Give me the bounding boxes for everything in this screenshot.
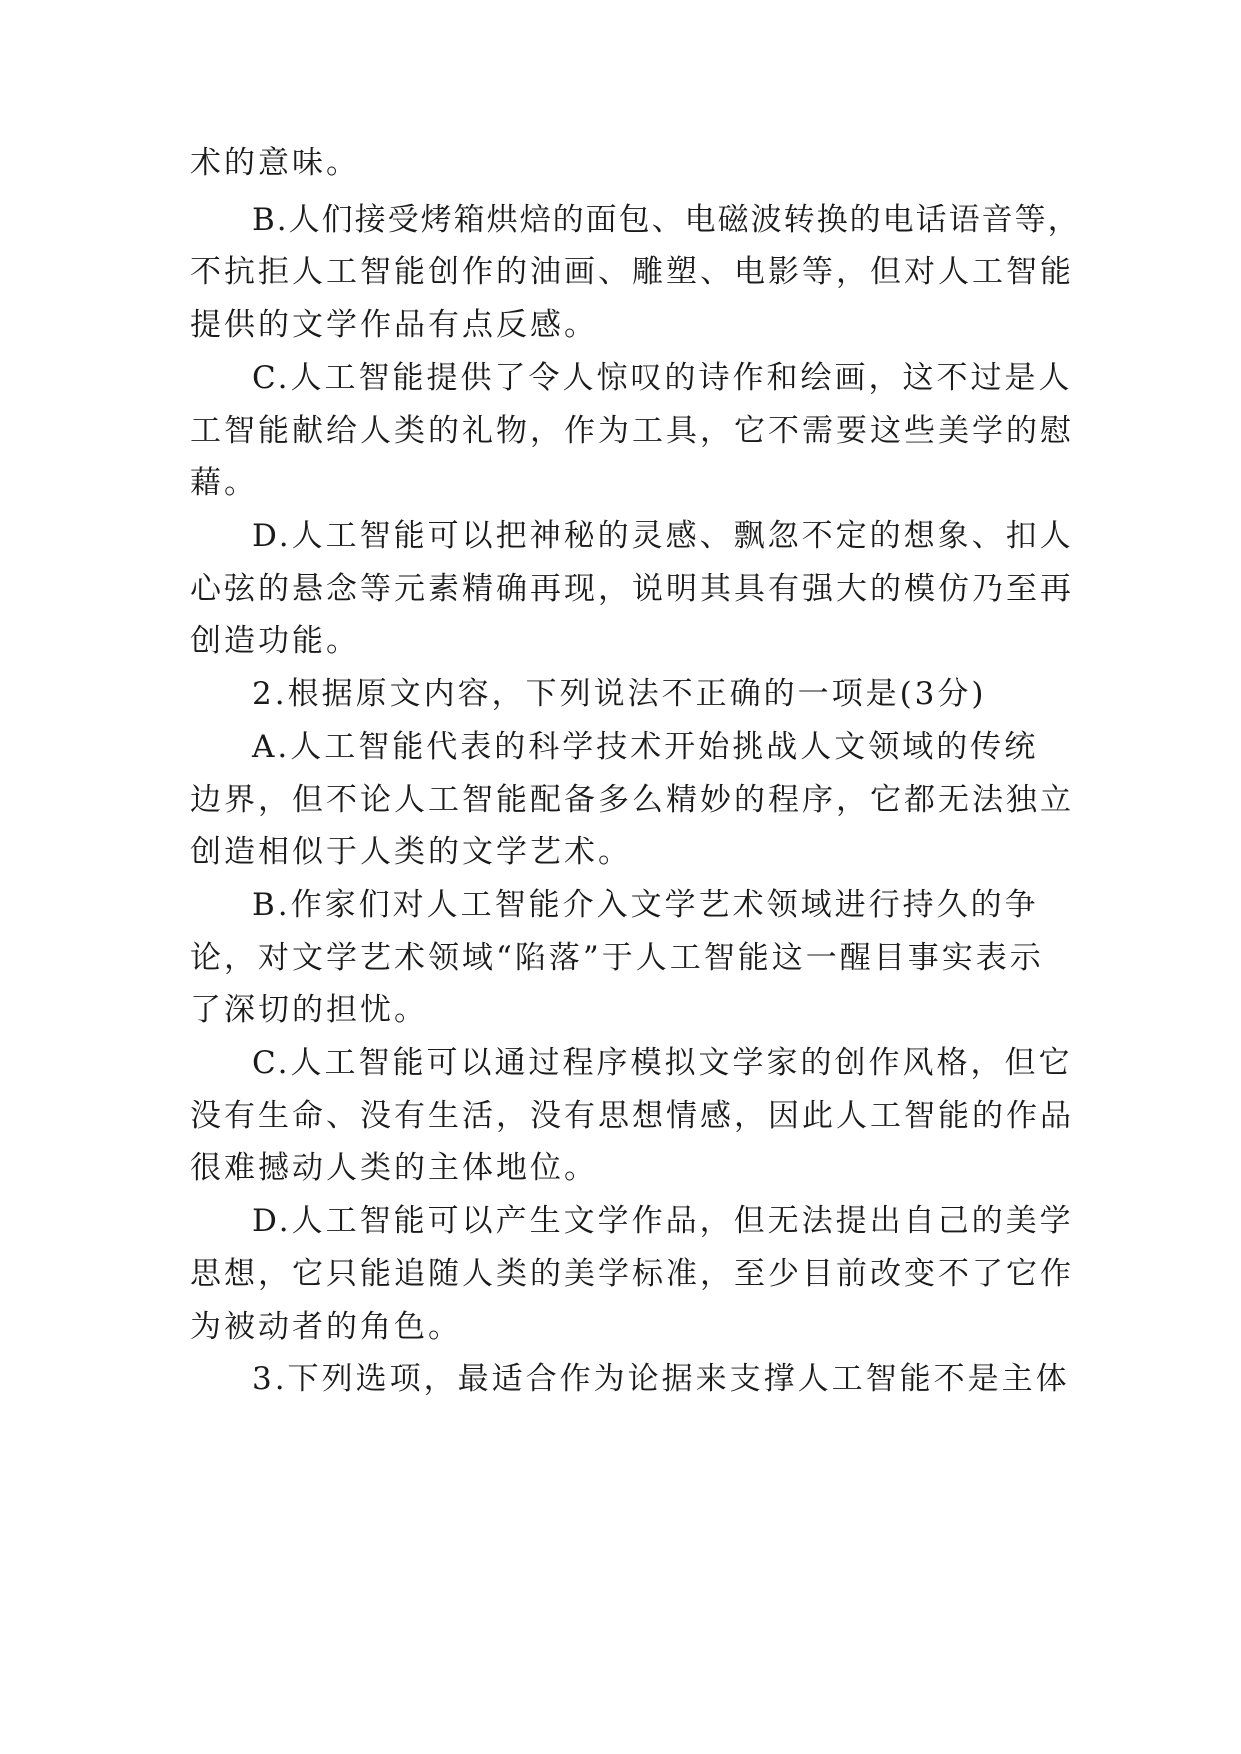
option-c-line: C.人工智能提供了令人惊叹的诗作和绘画，这不过是人 [252,360,1073,396]
option-c-line: C.人工智能可以通过程序模拟文学家的创作风格，但它 [252,1045,1073,1081]
text-line: 提供的文学作品有点反感。 [190,307,598,343]
text-line: 藉。 [190,465,258,501]
text-line: 创造功能。 [190,623,360,659]
option-b-line: B.人们接受烤箱烘焙的面包、电磁波转换的电话语音等， [252,202,1081,238]
text-line: 论，对文学艺术领域“陷落”于人工智能这一醒目事实表示 [190,940,1044,976]
text-line: 创造相似于人类的文学艺术。 [190,834,632,870]
option-d-line: D.人工智能可以把神秘的灵感、飘忽不定的想象、扣人 [252,518,1074,554]
text-line: 没有生命、没有生活，没有思想情感，因此人工智能的作品 [190,1098,1074,1134]
question-2-line: 2.根据原文内容，下列说法不正确的一项是(3分) [252,676,987,712]
option-b-line: B.作家们对人工智能介入文学艺术领域进行持久的争 [252,887,1039,923]
question-3-line: 3.下列选项，最适合作为论据来支撑人工智能不是主体 [252,1361,1070,1397]
text-line: 心弦的悬念等元素精确再现，说明其具有强大的模仿乃至再 [190,571,1074,607]
text-line: 很难撼动人类的主体地位。 [190,1150,598,1186]
text-line: 工智能献给人类的礼物，作为工具，它不需要这些美学的慰 [190,413,1074,449]
option-a-line: A.人工智能代表的科学技术开始挑战人文领域的传统 [252,729,1039,765]
text-line: 边界，但不论人工智能配备多么精妙的程序，它都无法独立 [190,782,1074,818]
text-line: 为被动者的角色。 [190,1309,462,1345]
text-line: 思想，它只能追随人类的美学标准，至少目前改变不了它作 [190,1256,1074,1292]
text-line: 了深切的担忧。 [190,992,428,1028]
option-d-line: D.人工智能可以产生文学作品，但无法提出自己的美学 [252,1203,1074,1239]
text-line: 不抗拒人工智能创作的油画、雕塑、电影等，但对人工智能 [190,254,1074,290]
text-line: 术的意味。 [190,145,360,181]
